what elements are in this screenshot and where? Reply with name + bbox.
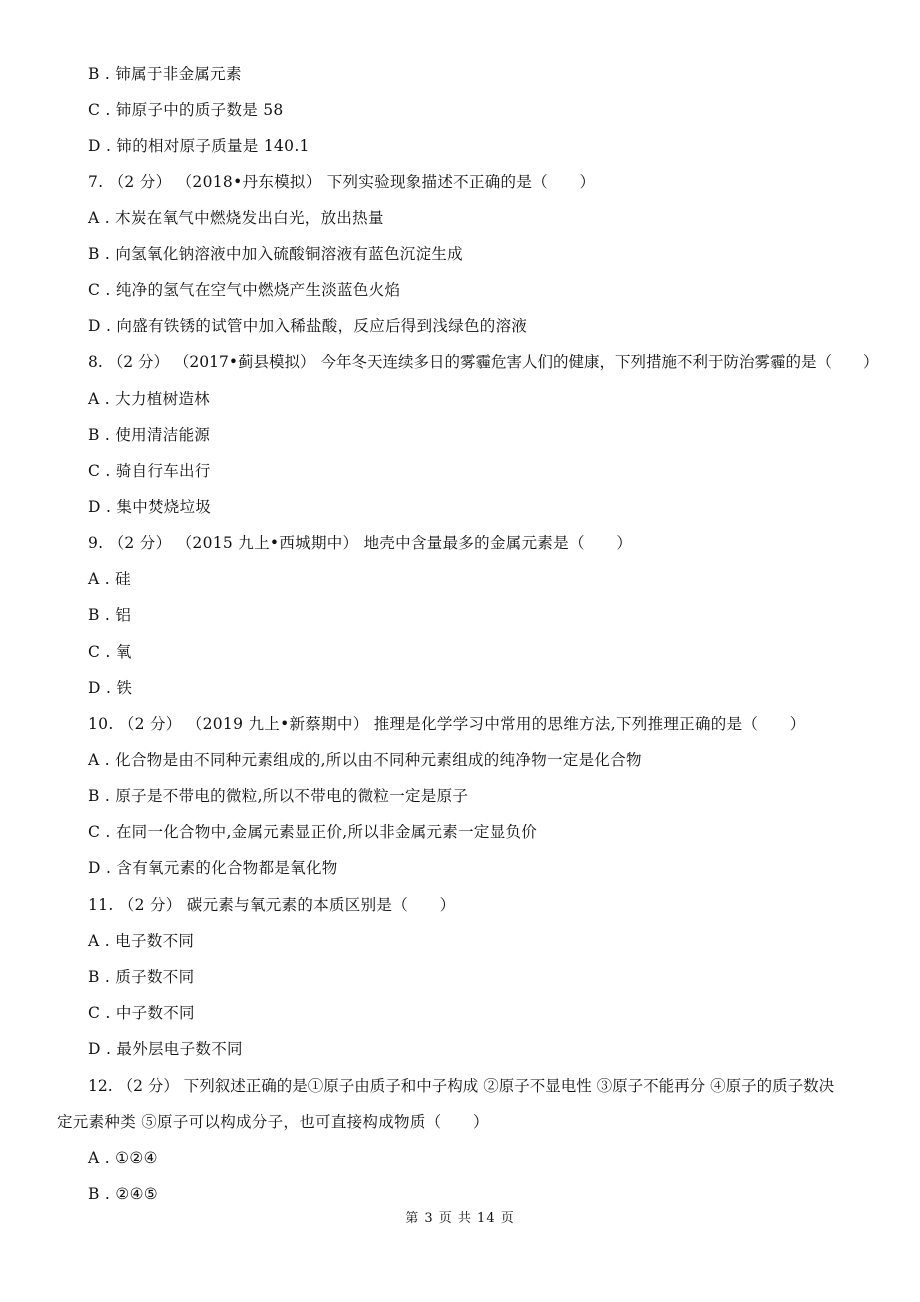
option-line: D . 铁 <box>88 679 133 697</box>
option-line: B . 使用清洁能源 <box>88 426 211 444</box>
option-line: B . 向氢氧化钠溶液中加入硫酸铜溶液有蓝色沉淀生成 <box>88 245 463 263</box>
question-line: 11. （2 分） 碳元素与氧元素的本质区别是（ ） <box>88 896 456 914</box>
option-line: C . 纯净的氢气在空气中燃烧产生淡蓝色火焰 <box>88 281 401 299</box>
option-line: A . 木炭在氧气中燃烧发出白光，放出热量 <box>88 209 384 227</box>
question-line: 7. （2 分） （2018•丹东模拟） 下列实验现象描述不正确的是（ ） <box>88 173 596 191</box>
option-line: D . 铈的相对原子质量是 140.1 <box>88 137 310 155</box>
question-line: 9. （2 分） （2015 九上•西城期中） 地壳中含量最多的金属元素是（ ） <box>88 534 633 552</box>
option-line: A . ①②④ <box>88 1149 158 1167</box>
option-line: C . 在同一化合物中,金属元素显正价,所以非金属元素一定显负价 <box>88 823 538 841</box>
option-line: B . 铝 <box>88 606 132 624</box>
option-line: D . 集中焚烧垃圾 <box>88 498 212 516</box>
option-line: B . 铈属于非金属元素 <box>88 65 242 83</box>
option-line: C . 骑自行车出行 <box>88 462 211 480</box>
option-line: A . 化合物是由不同种元素组成的,所以由不同种元素组成的纯净物一定是化合物 <box>88 751 642 769</box>
option-line: C . 铈原子中的质子数是 58 <box>88 101 284 119</box>
option-line: B . ②④⑤ <box>88 1185 158 1203</box>
option-line: A . 硅 <box>88 570 131 588</box>
question-line: 12. （2 分） 下列叙述正确的是①原子由质子和中子构成 ②原子不显电性 ③原子不能再分 ④原子的质子数决 <box>88 1077 835 1095</box>
option-line: C . 氧 <box>88 643 132 661</box>
option-line: C . 中子数不同 <box>88 1004 195 1022</box>
option-line: D . 最外层电子数不同 <box>88 1040 243 1058</box>
question-continuation-line: 定元素种类 ⑤原子可以构成分子，也可直接构成物质（ ） <box>57 1113 489 1131</box>
page-footer: 第 3 页 共 14 页 <box>405 1211 515 1226</box>
option-line: A . 大力植树造林 <box>88 390 210 408</box>
option-line: D . 向盛有铁锈的试管中加入稀盐酸，反应后得到浅绿色的溶液 <box>88 317 528 335</box>
option-line: B . 质子数不同 <box>88 968 195 986</box>
option-line: D . 含有氧元素的化合物都是氧化物 <box>88 859 338 877</box>
question-line: 8. （2 分） （2017•蓟县模拟） 今年冬天连续多日的雾霾危害人们的健康，下列措施不利于防治雾霾的是（ ） <box>88 353 879 371</box>
question-line: 10. （2 分） （2019 九上•新蔡期中） 推理是化学学习中常用的思维方法,下列推理正确的是（ ） <box>88 715 806 733</box>
option-line: B . 原子是不带电的微粒,所以不带电的微粒一定是原子 <box>88 787 469 805</box>
option-line: A . 电子数不同 <box>88 932 195 950</box>
